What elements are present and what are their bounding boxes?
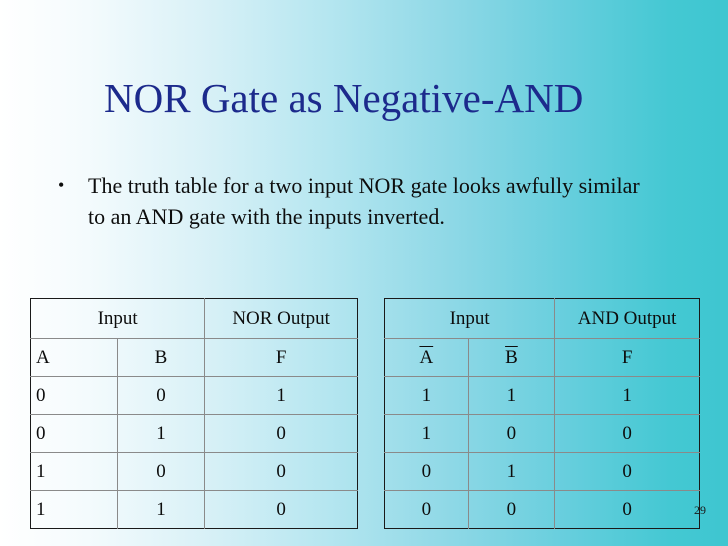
column-a-label: A — [31, 339, 118, 377]
bullet-dot-icon: • — [58, 175, 65, 195]
cell-b: 1 — [468, 377, 555, 415]
cell-b: 1 — [117, 491, 205, 529]
cell-f: 1 — [205, 377, 358, 415]
cell-b: 0 — [117, 453, 205, 491]
column-a-bar-label — [385, 339, 469, 377]
cell-b: 1 — [117, 415, 205, 453]
bullet-point — [58, 170, 648, 232]
cell-f: 0 — [205, 491, 358, 529]
cell-b: 0 — [117, 377, 205, 415]
page-number: 29 — [694, 503, 706, 517]
table-row — [31, 491, 358, 529]
cell-a: 0 — [385, 491, 469, 529]
cell-b: 1 — [468, 453, 555, 491]
cell-a: 0 — [385, 453, 469, 491]
table-row — [31, 453, 358, 491]
cell-b: 0 — [468, 415, 555, 453]
a-bar-text: $\overline{A}$ — [419, 346, 434, 368]
column-f-label: F — [555, 339, 700, 377]
column-b-bar-label — [468, 339, 555, 377]
cell-f: 0 — [205, 453, 358, 491]
cell-a: 1 — [385, 377, 469, 415]
table-row — [31, 415, 358, 453]
cell-a: 1 — [31, 491, 118, 529]
cell-a: 1 — [385, 415, 469, 453]
table-row — [385, 377, 700, 415]
cell-f: 1 — [555, 377, 700, 415]
table-column-row — [31, 339, 358, 377]
cell-a: 0 — [31, 415, 118, 453]
column-f-label: F — [205, 339, 358, 377]
table-row — [385, 491, 700, 529]
b-bar-text: $\overline{B}$ — [505, 346, 518, 368]
cell-f: 0 — [555, 415, 700, 453]
table-header-row — [385, 299, 700, 339]
table-column-row — [385, 339, 700, 377]
column-b-label: B — [117, 339, 205, 377]
and-truth-table — [384, 298, 700, 529]
input-header: Input — [449, 307, 490, 329]
nor-truth-table — [30, 298, 358, 529]
cell-a: 1 — [31, 453, 118, 491]
table-row — [385, 453, 700, 491]
cell-f: 0 — [555, 491, 700, 529]
table-row — [385, 415, 700, 453]
slide-title: NOR Gate as Negative-AND — [104, 75, 584, 121]
cell-b: 0 — [468, 491, 555, 529]
cell-f: 0 — [555, 453, 700, 491]
output-header: AND Output — [555, 299, 700, 339]
cell-a: 0 — [31, 377, 118, 415]
table-row — [31, 377, 358, 415]
input-header: Input — [97, 307, 138, 329]
cell-f: 0 — [205, 415, 358, 453]
bullet-text: The truth table for a two input NOR gate looks awfully similar to an AND gate with the inputs inverted. — [88, 173, 640, 229]
output-header: NOR Output — [205, 299, 358, 339]
table-header-row — [31, 299, 358, 339]
